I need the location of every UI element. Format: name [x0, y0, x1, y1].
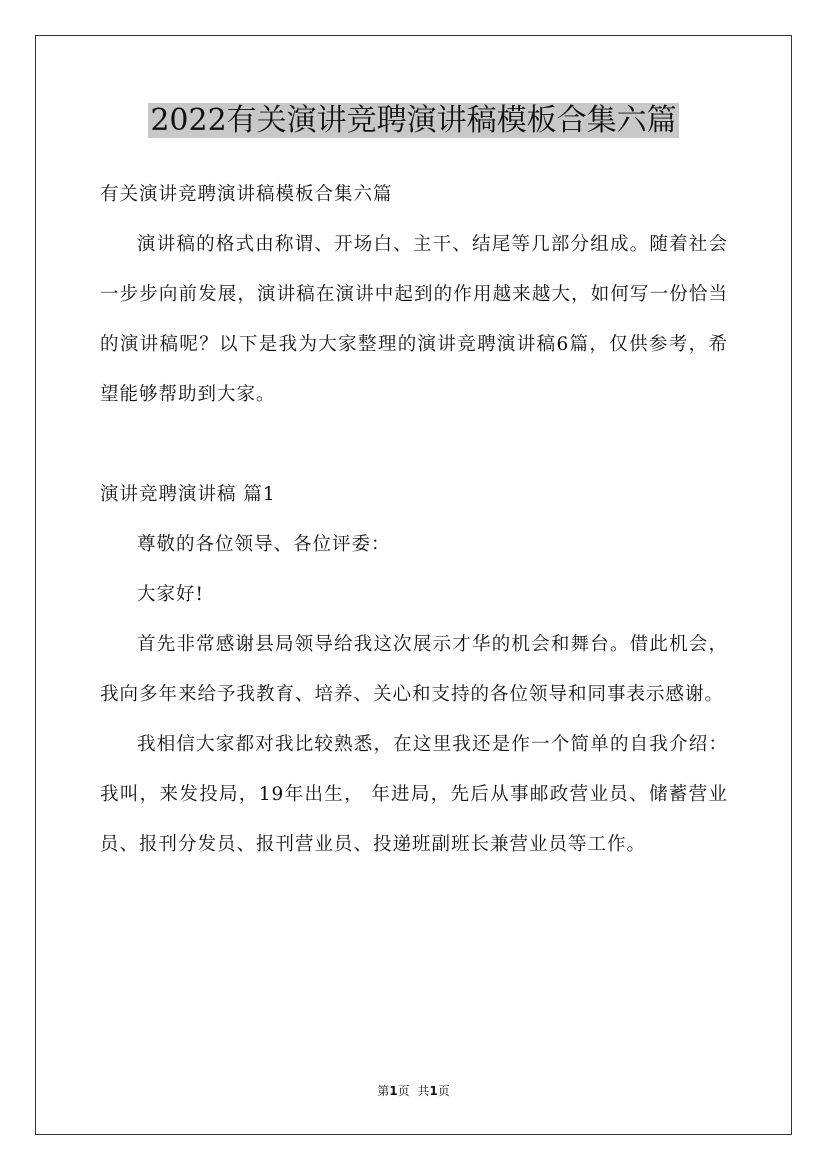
document-subtitle: 有关演讲竞聘演讲稿模板合集六篇	[100, 184, 393, 205]
page-number: 1	[389, 1084, 398, 1098]
total-pages: 1	[429, 1084, 438, 1098]
page-suffix: 页	[397, 1084, 410, 1098]
section-heading: 演讲竞聘演讲稿 篇1	[100, 484, 276, 505]
total-suffix: 页	[437, 1084, 450, 1098]
thanks-paragraph: 首先非常感谢县局领导给我这次展示才华的机会和舞台。借此机会，我向多年来给予我教育、培养、关心和支持的各位领导和同事表示感谢。	[100, 634, 728, 705]
document-title-text: 2022有关演讲竞聘演讲稿模板合集六篇	[150, 103, 677, 138]
intro-paragraph: 演讲稿的格式由称谓、开场白、主干、结尾等几部分组成。随着社会一步步向前发展，演讲稿在演讲中起到的作用越来越大，如何写一份恰当的演讲稿呢？以下是我为大家整理的演讲竞聘演讲稿6篇，仅供参考，希望能够帮助到大家。	[100, 234, 728, 405]
total-prefix: 共	[417, 1084, 430, 1098]
greeting-paragraph: 大家好!	[137, 584, 204, 605]
document-title	[0, 100, 827, 142]
self-intro-paragraph: 我相信大家都对我比较熟悉，在这里我还是作一个简单的自我介绍：我叫，来发投局，19年出生， 年进局，先后从事邮政营业员、储蓄营业员、报刊分发员、报刊营业员、投递班副班长兼营业员等工作。	[100, 734, 728, 855]
page-prefix: 第	[377, 1084, 390, 1098]
salutation-paragraph: 尊敬的各位领导、各位评委：	[137, 534, 391, 555]
document-body	[100, 170, 728, 870]
page-footer	[0, 1082, 827, 1100]
paragraph-spacer	[100, 420, 728, 470]
